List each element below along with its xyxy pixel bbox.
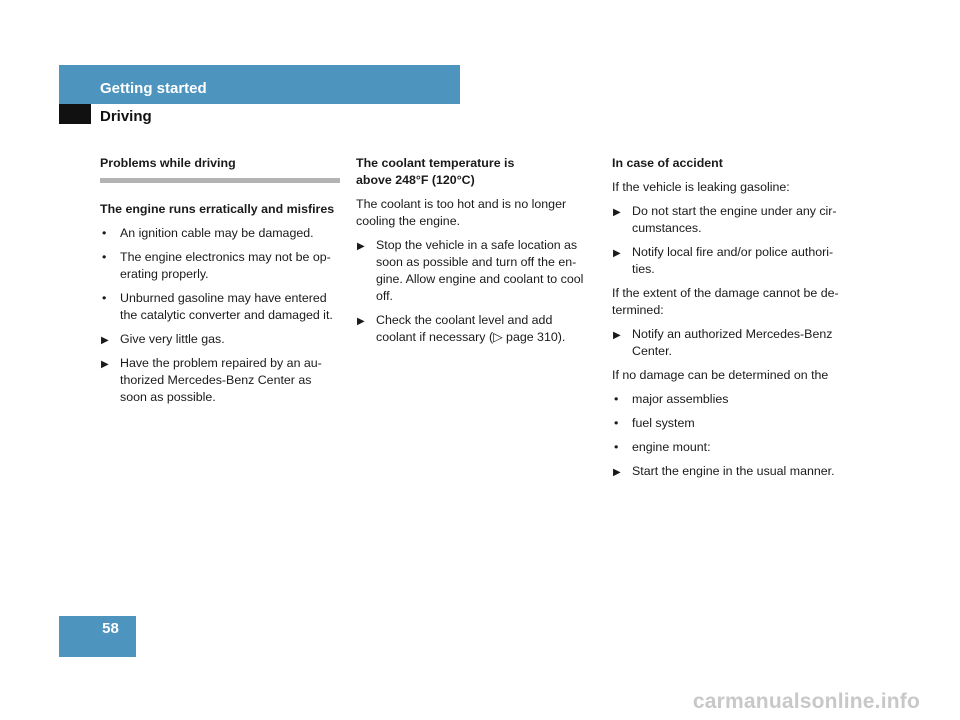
action-step (612, 244, 862, 278)
bullet-text: An ignition cable may be damaged. (120, 226, 314, 240)
page-number: 58 (102, 620, 119, 637)
section-title: Getting started (100, 80, 207, 97)
paragraph: If no damage can be determined on the (612, 368, 829, 382)
subheading: In case of accident (612, 156, 723, 170)
column-2 (356, 155, 606, 353)
action-step (612, 463, 862, 480)
action-step (612, 203, 862, 237)
action-step (356, 312, 606, 346)
paragraph: If the extent of the damage cannot be de- termined: (612, 286, 839, 317)
bullet-icon: • (102, 291, 107, 305)
bullet-item (100, 225, 350, 242)
bullet-item (612, 415, 862, 432)
arrow-icon: ▶ (613, 248, 621, 259)
subheading: The engine runs erratically and misfires (100, 202, 335, 216)
action-text: Check the coolant level and add coolant if necessary (▷ page 310). (376, 313, 566, 344)
bullet-item (612, 391, 862, 408)
column-3 (612, 155, 862, 487)
bullet-icon: • (614, 440, 619, 454)
section-rule (100, 178, 340, 183)
bullet-item (612, 439, 862, 456)
action-text: Do not start the engine under any cir- cumstances. (632, 204, 837, 235)
arrow-icon: ▶ (613, 330, 621, 341)
bullet-item (100, 249, 350, 283)
action-text: Start the engine in the usual manner. (632, 464, 835, 478)
action-text: Notify local fire and/or police authori- ties. (632, 245, 834, 276)
bullet-icon: • (102, 250, 107, 264)
action-step (612, 326, 862, 360)
watermark: carmanualsonline.info (692, 690, 920, 713)
action-step (100, 355, 350, 406)
arrow-icon: ▶ (613, 467, 621, 478)
action-text: Give very little gas. (120, 332, 225, 346)
bullet-icon: • (102, 226, 107, 240)
bullet-text: fuel system (632, 416, 695, 430)
action-text: Have the problem repaired by an au- thorized Mercedes-Benz Center as soon as possible. (120, 356, 322, 404)
action-text: Notify an authorized Mercedes-Benz Center. (632, 327, 833, 358)
bullet-text: The engine electronics may not be op- erating properly. (120, 250, 331, 281)
arrow-icon: ▶ (101, 335, 109, 346)
header-marker (59, 104, 91, 124)
arrow-icon: ▶ (357, 241, 365, 252)
subheading: The coolant temperature is above 248°F (120°C) (356, 156, 515, 187)
arrow-icon: ▶ (357, 316, 365, 327)
bullet-item (100, 290, 350, 324)
bullet-text: Unburned gasoline may have entered the catalytic converter and damaged it. (120, 291, 333, 322)
bullet-text: major assemblies (632, 392, 729, 406)
subsection-title: Driving (100, 108, 152, 125)
bullet-icon: • (614, 416, 619, 430)
arrow-icon: ▶ (613, 207, 621, 218)
action-step (100, 331, 350, 348)
section-heading: Problems while driving (100, 156, 236, 170)
bullet-icon: • (614, 392, 619, 406)
action-text: Stop the vehicle in a safe location as soon as possible and turn off the en- gine. Allow engine and coolant to cool off. (376, 238, 584, 303)
bullet-text: engine mount: (632, 440, 711, 454)
action-step (356, 237, 606, 305)
arrow-icon: ▶ (101, 359, 109, 370)
paragraph: If the vehicle is leaking gasoline: (612, 180, 790, 194)
paragraph: The coolant is too hot and is no longer cooling the engine. (356, 197, 567, 228)
column-1 (100, 155, 350, 413)
